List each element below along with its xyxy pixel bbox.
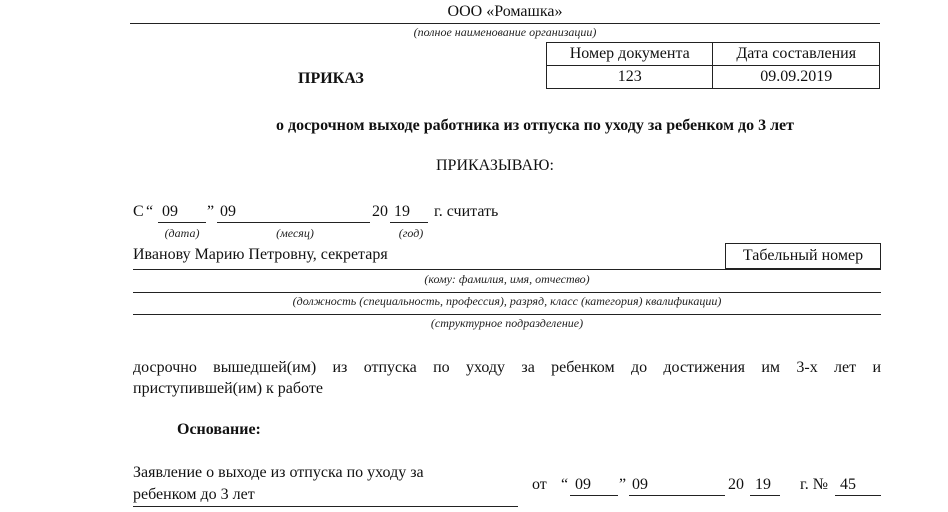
doc-number-value: 123 bbox=[547, 66, 713, 89]
body-line-2: приступившей(им) к работе bbox=[133, 380, 323, 397]
basis-day-underline bbox=[570, 495, 618, 496]
employee-name: Иванову Марию Петровну, секретаря bbox=[133, 246, 388, 263]
organization-caption: (полное наименование организации) bbox=[413, 25, 597, 39]
basis-from: от bbox=[532, 476, 547, 493]
order-decree: ПРИКАЗЫВАЮ: bbox=[436, 157, 554, 174]
basis-day-value: 09 bbox=[575, 476, 591, 493]
employee-department-caption: (структурное подразделение) bbox=[430, 316, 584, 330]
basis-label: Основание: bbox=[177, 421, 261, 438]
body-line-1: досрочно вышедшей(им) из отпуска по уходу за ребенком до достижения им 3-х лет и bbox=[133, 359, 881, 376]
tab-number-label: Табельный номер bbox=[725, 243, 881, 269]
basis-document-line-1: Заявление о выходе из отпуска по уходу за bbox=[133, 464, 424, 481]
table-header-row bbox=[547, 43, 880, 66]
employee-position-caption: (должность (специальность, профессия), разряд, класс (категория) квалификации) bbox=[292, 294, 722, 308]
doc-date-value: 09.09.2019 bbox=[713, 66, 880, 89]
doc-date-header: Дата составления bbox=[713, 43, 880, 66]
date-close-quote: ” bbox=[207, 203, 215, 220]
doc-number-header: Номер документа bbox=[547, 43, 713, 66]
employee-whom-caption: (кому: фамилия, имя, отчество) bbox=[424, 272, 590, 286]
date-prefix: С bbox=[133, 203, 144, 220]
basis-number-value: 45 bbox=[840, 476, 856, 493]
basis-year-prefix: 20 bbox=[728, 476, 744, 493]
date-month-caption: (месяц) bbox=[276, 226, 314, 240]
date-year-underline bbox=[390, 222, 428, 223]
position-underline bbox=[133, 292, 881, 293]
basis-year-value: 19 bbox=[755, 476, 771, 493]
basis-document-underline bbox=[133, 506, 518, 507]
document-info-table bbox=[546, 42, 880, 89]
date-year-value: 19 bbox=[394, 203, 410, 220]
basis-month-value: 09 bbox=[632, 476, 648, 493]
basis-year-underline bbox=[750, 495, 780, 496]
date-day-caption: (дата) bbox=[164, 226, 200, 240]
date-day-underline bbox=[158, 222, 206, 223]
date-year-prefix: 20 bbox=[372, 203, 388, 220]
organization-name: ООО «Ромашка» bbox=[447, 3, 563, 20]
basis-open-quote: “ bbox=[561, 476, 569, 493]
date-month-value: 09 bbox=[220, 203, 236, 220]
order-subject: о досрочном выходе работника из отпуска по уходу за ребенком до 3 лет bbox=[275, 117, 795, 134]
basis-year-label: г. № bbox=[800, 476, 829, 493]
date-month-underline bbox=[217, 222, 370, 223]
employee-underline bbox=[133, 269, 881, 270]
organization-underline bbox=[130, 23, 880, 24]
basis-close-quote: ” bbox=[619, 476, 627, 493]
date-day-value: 09 bbox=[162, 203, 178, 220]
table-row bbox=[547, 66, 880, 89]
date-year-caption: (год) bbox=[398, 226, 424, 240]
order-title: ПРИКАЗ bbox=[298, 70, 364, 87]
basis-month-underline bbox=[629, 495, 725, 496]
basis-document-line-2: ребенком до 3 лет bbox=[133, 486, 255, 503]
date-open-quote: “ bbox=[146, 203, 154, 220]
department-underline bbox=[133, 314, 881, 315]
date-suffix: г. считать bbox=[434, 203, 499, 220]
basis-number-underline bbox=[835, 495, 881, 496]
